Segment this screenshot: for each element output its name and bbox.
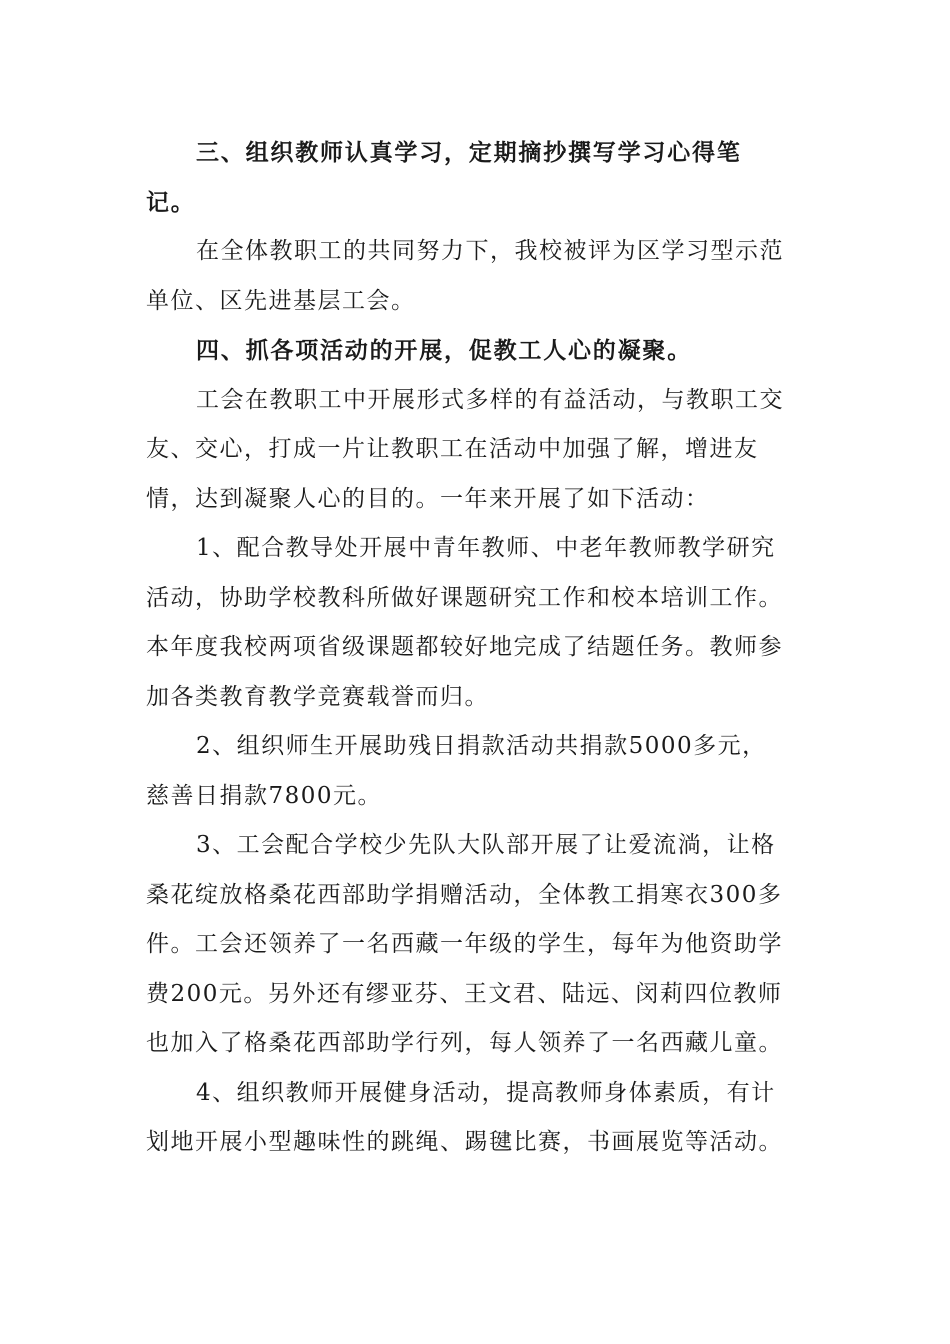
list-item-3: 3、工会配合学校少先队大队部开展了让爱流淌，让格桑花绽放格桑花西部助学捐赠活动，全体教工捐寒衣300多件。工会还领养了一名西藏一年级的学生，每年为他资助学费200元。另外还有缪亚芬、王文君、陆远、闵莉四位教师也加入了格桑花西部助学行列，每人领养了一名西藏儿童。 bbox=[146, 832, 783, 1056]
body-paragraph: 在全体教职工的共同努力下，我校被评为区学习型示范单位、区先进基层工会。 bbox=[146, 238, 784, 314]
list-item-1: 1、配合教导处开展中青年教师、中老年教师教学研究活动，协助学校教科所做好课题研究工作和校本培训工作。本年度我校两项省级课题都较好地完成了结题任务。教师参加各类教育教学竞赛载誉而归。 bbox=[146, 535, 783, 710]
list-item-4: 4、组织教师开展健身活动，提高教师身体素质，有计划地开展小型趣味性的跳绳、踢毽比赛，书画展览等活动。 bbox=[146, 1079, 783, 1155]
section-heading-3: 三、组织教师认真学习，定期摘抄撰写学习心得笔记。 bbox=[146, 139, 742, 216]
section-heading-4: 四、抓各项活动的开展，促教工人心的凝聚。 bbox=[196, 337, 692, 364]
body-paragraph: 工会在教职工中开展形式多样的有益活动，与教职工交友、交心，打成一片让教职工在活动中加强了解，增进友情，达到凝聚人心的目的。一年来开展了如下活动： bbox=[146, 386, 784, 512]
list-item-2: 2、组织师生开展助残日捐款活动共捐款5000多元，慈善日捐款7800元。 bbox=[146, 733, 767, 809]
document-page bbox=[146, 128, 786, 1168]
